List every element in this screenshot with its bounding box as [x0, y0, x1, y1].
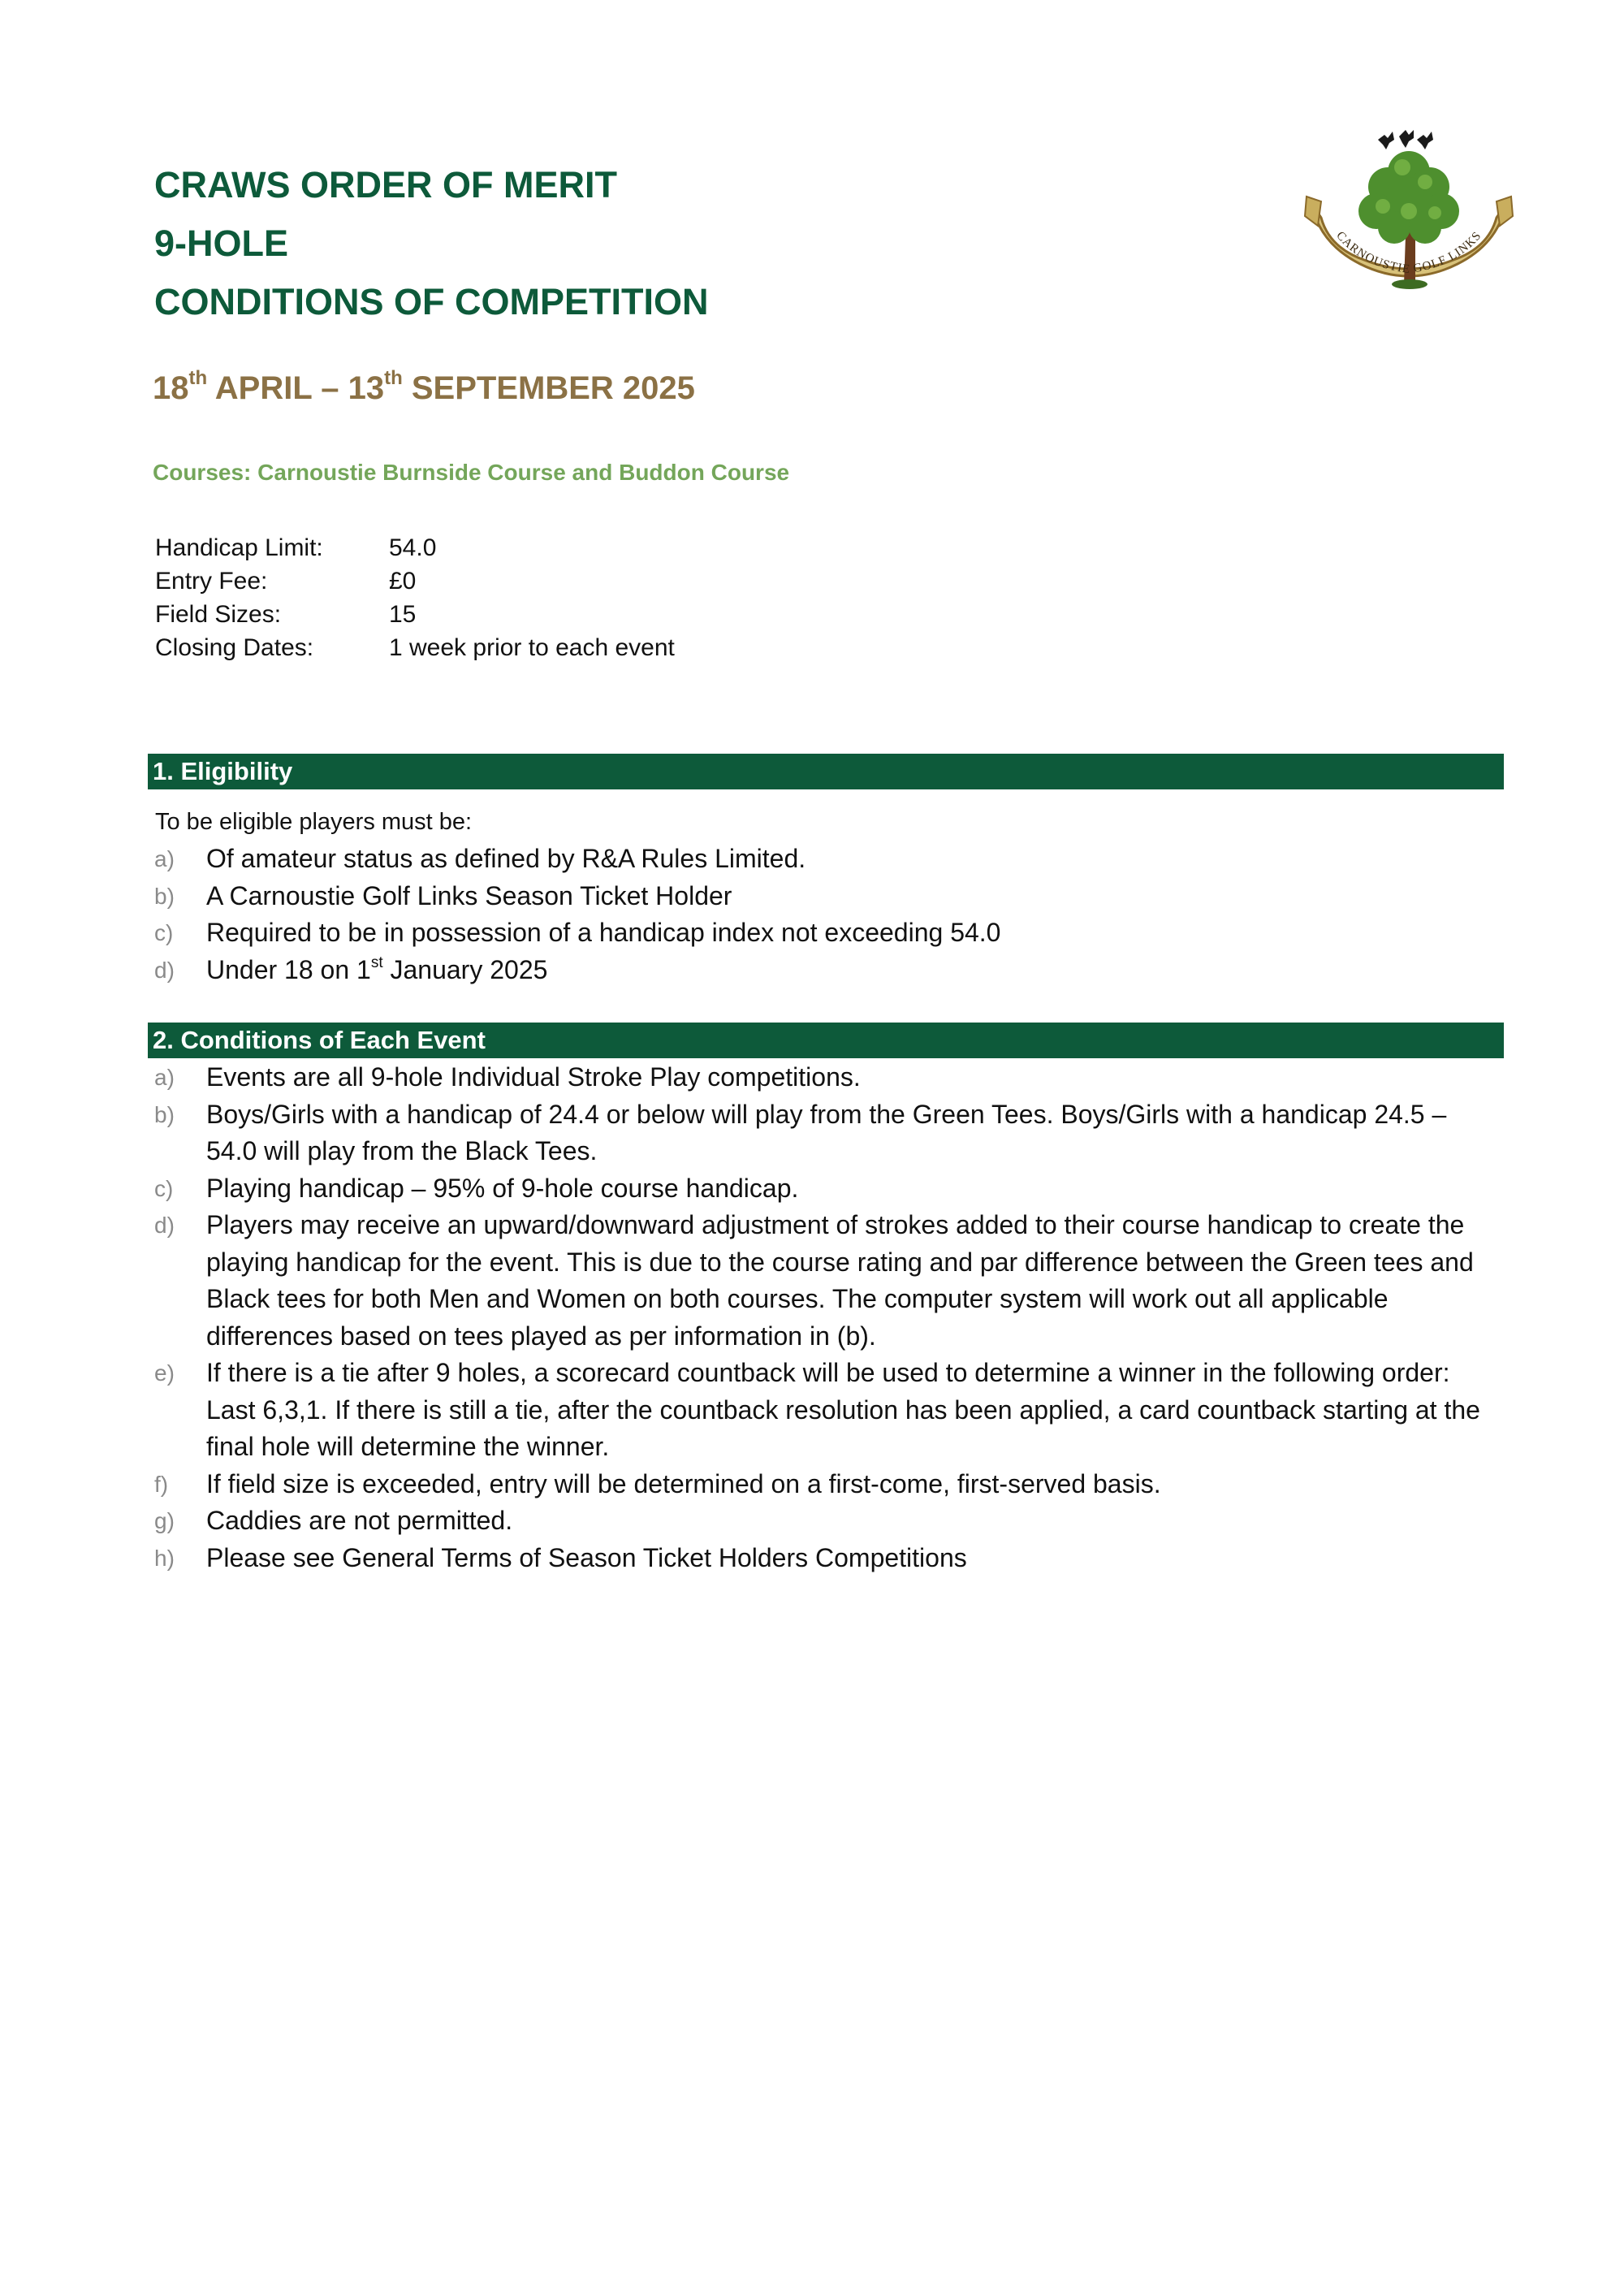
- info-value: 1 week prior to each event: [389, 634, 675, 661]
- list-item-text: Playing handicap – 95% of 9-hole course handicap.: [206, 1173, 799, 1203]
- list-marker: b): [154, 883, 175, 909]
- carnoustie-crest-logo: [1303, 122, 1514, 333]
- list-item: [154, 1540, 1502, 1577]
- list-item: [154, 1355, 1502, 1466]
- list-marker: d): [154, 1213, 175, 1238]
- list-marker: e): [154, 1360, 175, 1386]
- info-label: Closing Dates:: [155, 634, 314, 661]
- competition-dates: [153, 367, 695, 407]
- text-after: January 2025: [382, 954, 548, 984]
- list-item-text: Players may receive an upward/downward adjustment of strokes added to their course handicap to create the playing handicap for the event. This is due to the course rating and par difference between the Green tees and Black tees for both Men and Women on both courses. The computer system will work out all applicable differences based on tees played as per information in (b).: [206, 1210, 1474, 1351]
- list-item: [154, 1059, 1502, 1096]
- eligibility-intro: To be eligible players must be:: [155, 809, 473, 835]
- list-item: [154, 952, 1502, 989]
- list-item-text: If field size is exceeded, entry will be determined on a first-come, first-served basis.: [206, 1468, 1161, 1498]
- start-day: 18: [153, 370, 189, 406]
- list-item-text: [206, 952, 1502, 989]
- list-item: [154, 1096, 1502, 1170]
- list-marker: g): [154, 1508, 175, 1533]
- list-item-text: Please see General Terms of Season Ticket Holders Competitions: [206, 1542, 967, 1572]
- list-item-text: Caddies are not permitted.: [206, 1506, 513, 1535]
- list-marker: f): [154, 1471, 169, 1497]
- list-item: [154, 1207, 1502, 1355]
- list-item-text: If there is a tie after 9 holes, a scorecard countback will be used to determine a winner in the following order: Last 6,3,1. If there is still a tie, after the countback resolution has been applied, a card countback starting at the final hole will determine the winner.: [206, 1358, 1480, 1461]
- list-item: [154, 1466, 1502, 1503]
- end-day-suffix: th: [384, 367, 403, 389]
- ordinal-suffix: st: [370, 953, 383, 971]
- list-item-text: Events are all 9-hole Individual Stroke Play competitions.: [206, 1062, 861, 1092]
- section-heading-conditions: 2. Conditions of Each Event: [148, 1023, 1504, 1058]
- info-value: £0: [389, 568, 417, 595]
- end-day: 13: [348, 370, 385, 406]
- info-label: Field Sizes:: [155, 601, 282, 628]
- banner-text: CARNOUSTIE GOLF LINKS: [1333, 229, 1484, 277]
- title-line-1: CRAWS ORDER OF MERIT: [154, 164, 617, 205]
- eligibility-list: [154, 841, 1502, 988]
- info-row-field-sizes: [155, 598, 675, 631]
- page-title: [154, 156, 709, 331]
- competition-info-table: [155, 531, 675, 664]
- info-label: Handicap Limit:: [155, 534, 323, 561]
- end-month-year: SEPTEMBER 2025: [411, 370, 695, 406]
- info-row-closing-dates: [155, 631, 675, 664]
- info-value: 54.0: [389, 534, 437, 561]
- list-marker: h): [154, 1545, 175, 1571]
- list-marker: c): [154, 1175, 174, 1201]
- section-heading-eligibility: 1. Eligibility: [148, 754, 1504, 789]
- list-marker: b): [154, 1101, 175, 1127]
- start-day-suffix: th: [188, 367, 208, 389]
- date-separator: –: [321, 370, 339, 406]
- list-item: [154, 915, 1502, 952]
- list-item: [154, 841, 1502, 878]
- list-item-text: Boys/Girls with a handicap of 24.4 or below will play from the Green Tees. Boys/Girls with a handicap 24.5 – 54.0 will play from the Black Tees.: [206, 1099, 1447, 1165]
- conditions-list: [154, 1059, 1502, 1576]
- list-item-text: Required to be in possession of a handicap index not exceeding 54.0: [206, 918, 1001, 947]
- list-item-text: Of amateur status as defined by R&A Rules Limited.: [206, 844, 806, 873]
- info-row-handicap-limit: [155, 531, 675, 564]
- courses-line: Courses: Carnoustie Burnside Course and Buddon Course: [153, 460, 790, 485]
- title-line-2: 9-HOLE: [154, 223, 289, 264]
- title-line-3: CONDITIONS OF COMPETITION: [154, 281, 709, 322]
- list-marker: a): [154, 846, 175, 871]
- list-item: [154, 1170, 1502, 1208]
- info-value: 15: [389, 601, 417, 628]
- text-before: Under 18 on 1: [206, 954, 371, 984]
- info-label: Entry Fee:: [155, 568, 268, 595]
- list-item-text: A Carnoustie Golf Links Season Ticket Holder: [206, 880, 732, 910]
- list-marker: a): [154, 1065, 175, 1090]
- info-row-entry-fee: [155, 564, 675, 598]
- crows-icon: [1378, 130, 1433, 149]
- start-month: APRIL: [214, 370, 313, 406]
- list-item: [154, 878, 1502, 915]
- list-marker: c): [154, 920, 174, 945]
- list-item: [154, 1503, 1502, 1540]
- list-marker: d): [154, 957, 175, 983]
